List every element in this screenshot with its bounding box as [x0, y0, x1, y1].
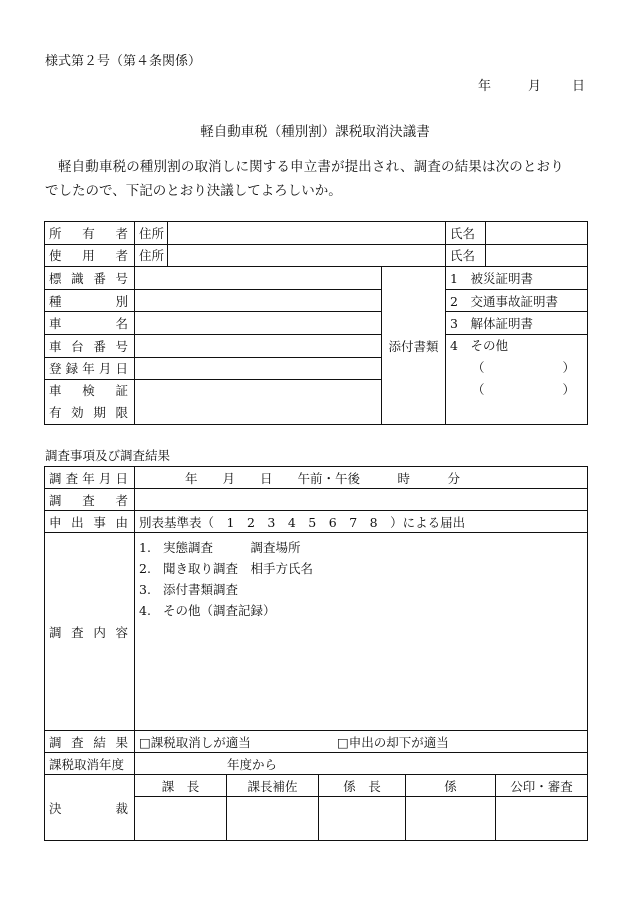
attachment-other-line-1[interactable] — [450, 357, 583, 379]
form-number: 様式第２号（第４条関係） — [45, 54, 202, 69]
attachment-item-2: 2 交通事故証明書 — [446, 289, 588, 312]
inspection-label-line-1: 車 検 証 — [49, 383, 128, 399]
type-label: 種 別 — [45, 289, 135, 312]
approval-header-deputy-chief: 課長補佐 — [227, 775, 319, 797]
content-item-1: 1. 実態調査 調査場所 — [139, 540, 301, 555]
reason-field[interactable]: 別表基準表（ 1 2 3 4 5 6 7 8 ）による届出 — [135, 511, 588, 533]
survey-date-label: 調査年月日 — [45, 467, 135, 489]
intro-line-2: でしたので、下記のとおり決議してよろしいか。 — [45, 183, 342, 199]
approval-header-seal-review: 公印・審査 — [496, 775, 588, 797]
intro-line-1: 軽自動車税の種別割の取消しに関する申立書が提出され、調査の結果は次のとおり — [58, 159, 564, 175]
cancel-year-field[interactable]: 年度から — [135, 753, 588, 775]
paren-open: （ — [472, 381, 485, 397]
cancel-year-label: 課税取消年度 — [45, 753, 135, 775]
approval-stamp-deputy-chief[interactable] — [227, 797, 319, 841]
owner-name-field[interactable] — [486, 222, 588, 245]
owner-name-label: 氏名 — [446, 222, 486, 245]
result-option-reject[interactable]: □申出の却下が適当 — [337, 734, 449, 750]
approval-header-unit-chief: 係 長 — [319, 775, 406, 797]
chassis-number-label: 車台番号 — [45, 334, 135, 357]
attachment-label: 添付書類 — [382, 267, 446, 425]
content-item-2: 2. 聞き取り調査 相手方氏名 — [139, 561, 314, 576]
paren-close: ） — [562, 381, 575, 397]
survey-table — [44, 466, 588, 841]
year-label: 年 — [478, 79, 492, 94]
attachment-other-cell — [446, 334, 588, 424]
attachment-item-3: 3 解体証明書 — [446, 312, 588, 335]
attachment-other-line-2[interactable] — [450, 379, 583, 401]
content-item-3: 3. 添付書類調査 — [139, 582, 239, 597]
plate-number-label: 標識番号 — [45, 267, 135, 290]
content-item-4: 4. その他（調査記録） — [139, 603, 276, 618]
approval-stamp-staff[interactable] — [406, 797, 496, 841]
approval-stamp-unit-chief[interactable] — [319, 797, 406, 841]
intro-paragraph — [45, 155, 590, 203]
user-address-label: 住所 — [135, 244, 168, 267]
owner-address-label: 住所 — [135, 222, 168, 245]
vehicle-name-label: 車 名 — [45, 312, 135, 335]
paren-close: ） — [562, 359, 575, 375]
vehicle-name-field[interactable] — [135, 312, 382, 335]
inspection-expiry-label — [45, 380, 135, 425]
chassis-number-field[interactable] — [135, 334, 382, 357]
investigator-label: 調 査 者 — [45, 489, 135, 511]
owner-address-field[interactable] — [168, 222, 446, 245]
result-field — [135, 731, 588, 753]
attachment-item-1: 1 被災証明書 — [446, 267, 588, 290]
reason-label: 申出事由 — [45, 511, 135, 533]
user-address-field[interactable] — [168, 244, 446, 267]
paren-open: （ — [472, 359, 485, 375]
approval-header-staff: 係 — [406, 775, 496, 797]
attachment-item-4: 4 その他 — [450, 337, 508, 353]
plate-number-field[interactable] — [135, 267, 382, 290]
result-label: 調査結果 — [45, 731, 135, 753]
day-label: 日 — [572, 79, 586, 94]
inspection-label-line-2: 有効期限 — [49, 405, 128, 421]
user-name-field[interactable] — [486, 244, 588, 267]
content-label: 調査内容 — [45, 533, 135, 731]
approval-stamp-section-chief[interactable] — [135, 797, 227, 841]
vehicle-table — [44, 221, 588, 425]
approval-stamp-seal-review[interactable] — [496, 797, 588, 841]
inspection-expiry-field[interactable] — [135, 380, 382, 425]
date-line — [478, 75, 585, 94]
user-name-label: 氏名 — [446, 244, 486, 267]
owner-label: 所 有 者 — [45, 222, 135, 245]
type-field[interactable] — [135, 289, 382, 312]
month-label: 月 — [528, 79, 542, 94]
approval-header-section-chief: 課 長 — [135, 775, 227, 797]
section-title: 調査事項及び調査結果 — [45, 448, 171, 463]
investigator-field[interactable] — [135, 489, 588, 511]
user-label: 使 用 者 — [45, 244, 135, 267]
document-title: 軽自動車税（種別割）課税取消決議書 — [200, 124, 430, 140]
survey-date-field[interactable]: 年 月 日 午前・午後 時 分 — [135, 467, 588, 489]
content-field[interactable] — [135, 533, 588, 731]
result-option-cancel[interactable]: □課税取消しが適当 — [139, 734, 251, 750]
registration-date-label: 登録年月日 — [45, 357, 135, 380]
registration-date-field[interactable] — [135, 357, 382, 380]
decision-label: 決 裁 — [45, 775, 135, 841]
